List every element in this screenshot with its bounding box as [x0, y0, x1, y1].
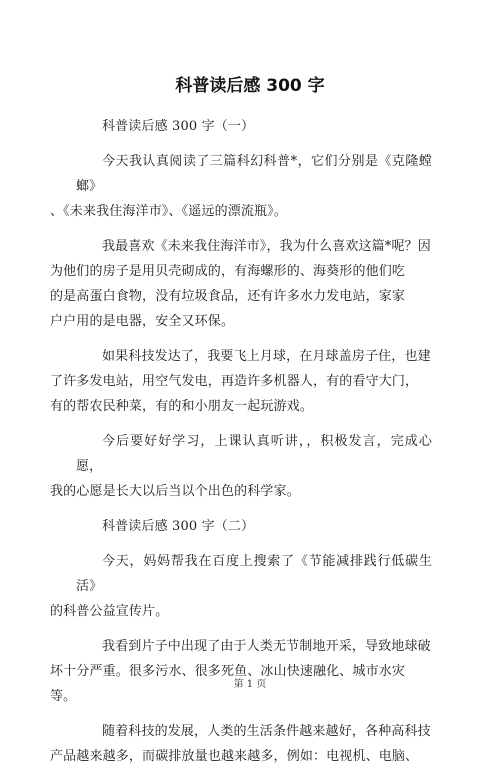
paragraph-line: 今后要好好学习，上课认真听讲，，积极发言，完成心愿， — [76, 434, 432, 474]
paragraph-1 — [76, 114, 432, 139]
paragraph-line: 今天我认真阅读了三篇科幻科普*，它们分别是《克隆螳螂》 — [76, 154, 432, 194]
paragraph-line: 有的帮农民种菜，有的和小朋友一起玩游戏。 — [50, 399, 314, 414]
paragraph-line: 科普读后感 300 字（一） — [102, 119, 255, 134]
paragraph-5 — [50, 429, 432, 504]
paragraph-line: 了许多发电站，用空气发电，再造许多机器人，有的看守大门， — [50, 374, 419, 389]
paragraph-line: 户户用的是电器，安全又环保。 — [50, 314, 235, 329]
paragraph-line: 随着科技的发展，人类的生活条件越来越好，各种高科技 — [102, 724, 431, 739]
paragraph-8 — [50, 634, 432, 709]
paragraph-line: 如果科技发达了，我要飞上月球，在月球盖房子住，也建 — [102, 349, 431, 364]
paragraph-line: 、《未来我住海洋市》、《遥远的漂流瓶》。 — [50, 204, 288, 219]
paragraph-7 — [50, 549, 432, 624]
paragraph-6 — [76, 514, 432, 539]
paragraph-4 — [50, 344, 432, 419]
paragraph-line: 的是高蛋白食物，没有垃圾食品，还有许多水力发电站，家家 — [50, 289, 406, 304]
paragraph-3 — [50, 234, 432, 334]
paragraph-2 — [50, 149, 432, 224]
paragraph-line: 今天，妈妈帮我在百度上搜索了《节能减排践行低碳生活》 — [76, 554, 432, 594]
paragraph-line: 的科普公益宣传片。 — [50, 604, 169, 619]
paragraph-line: 科普读后感 300 字（二） — [102, 519, 255, 534]
page-number: 第 1 页 — [233, 679, 267, 690]
paragraph-line: 坏十分严重。很多污水、很多死鱼、冰山快速融化、城市水灾 — [50, 664, 406, 679]
page-title: 科普读后感 300 字 — [175, 76, 325, 96]
paragraph-line: 为他们的房子是用贝壳砌成的，有海螺形的、海葵形的他们吃 — [50, 264, 406, 279]
paragraph-9 — [50, 719, 432, 769]
paragraph-line: 我看到片子中出现了由于人类无节制地开采，导致地球破 — [102, 639, 431, 654]
paragraph-line: 我的心愿是长大以后当以个出色的科学家。 — [50, 484, 300, 499]
paragraph-line: 我最喜欢《未来我住海洋市》，我为什么喜欢这篇*呢？因 — [102, 239, 431, 254]
paragraph-line: 产品越来越多，而碳排放量也越来越多，例如：电视机、电脑、 — [50, 749, 419, 764]
paragraph-line: 等。 — [50, 689, 77, 704]
